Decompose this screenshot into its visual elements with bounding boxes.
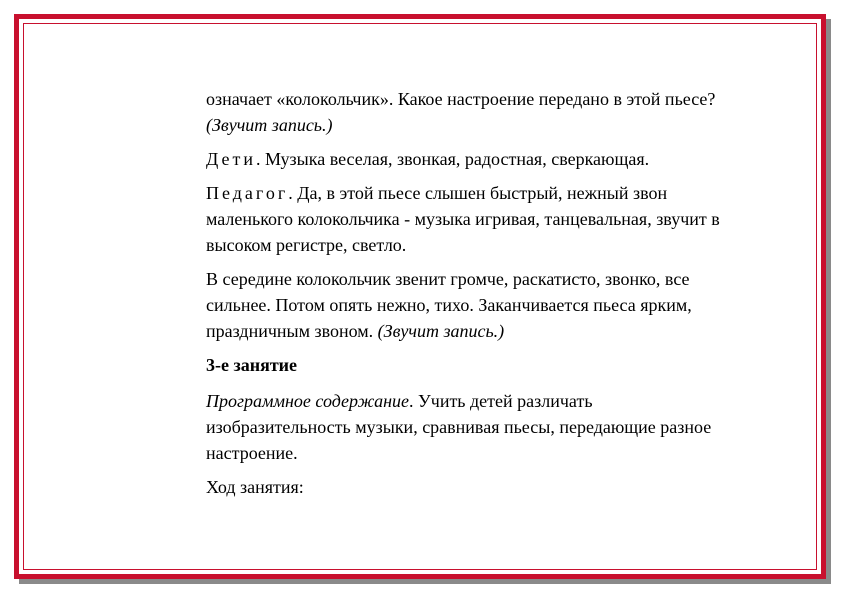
paragraph-program-text: . Учить детей различать изобразительность музыки, сравнивая пьесы, передающие разное настроение. bbox=[206, 391, 712, 463]
paragraph-program bbox=[206, 388, 736, 466]
paragraph-children bbox=[206, 146, 736, 172]
program-content-label: Программное содержание bbox=[206, 391, 410, 411]
section-heading: 3-е занятие bbox=[206, 355, 298, 375]
stage-note: (Звучит запись.) bbox=[206, 115, 333, 135]
speaker-teacher: Педагог bbox=[206, 183, 289, 203]
paragraph-children-text: . Музыка веселая, звонкая, радостная, сверкающая. bbox=[256, 149, 650, 169]
paragraph-middle bbox=[206, 266, 736, 344]
paragraph-intro bbox=[206, 86, 736, 138]
paragraph-intro-text: означает «колокольчик». Какое настроение передано в этой пьесе? bbox=[206, 89, 716, 109]
paragraph-lesson-course: Ход занятия: bbox=[206, 477, 304, 497]
paragraph-middle-text: В середине колокольчик звенит громче, раскатисто, звонко, все сильнее. Потом опять нежно, тихо. Заканчивается пьеса ярким, праздничным звоном. bbox=[206, 269, 692, 341]
paragraph-teacher-text: . Да, в этой пьесе слышен быстрый, нежный звон маленького колокольчика - музыка игривая, танцевальная, звучит в высоком регистре, светло. bbox=[206, 183, 720, 255]
speaker-children: Дети bbox=[206, 149, 256, 169]
document-body bbox=[206, 86, 736, 508]
stage-note: (Звучит запись.) bbox=[377, 321, 505, 341]
paragraph-teacher bbox=[206, 180, 736, 258]
